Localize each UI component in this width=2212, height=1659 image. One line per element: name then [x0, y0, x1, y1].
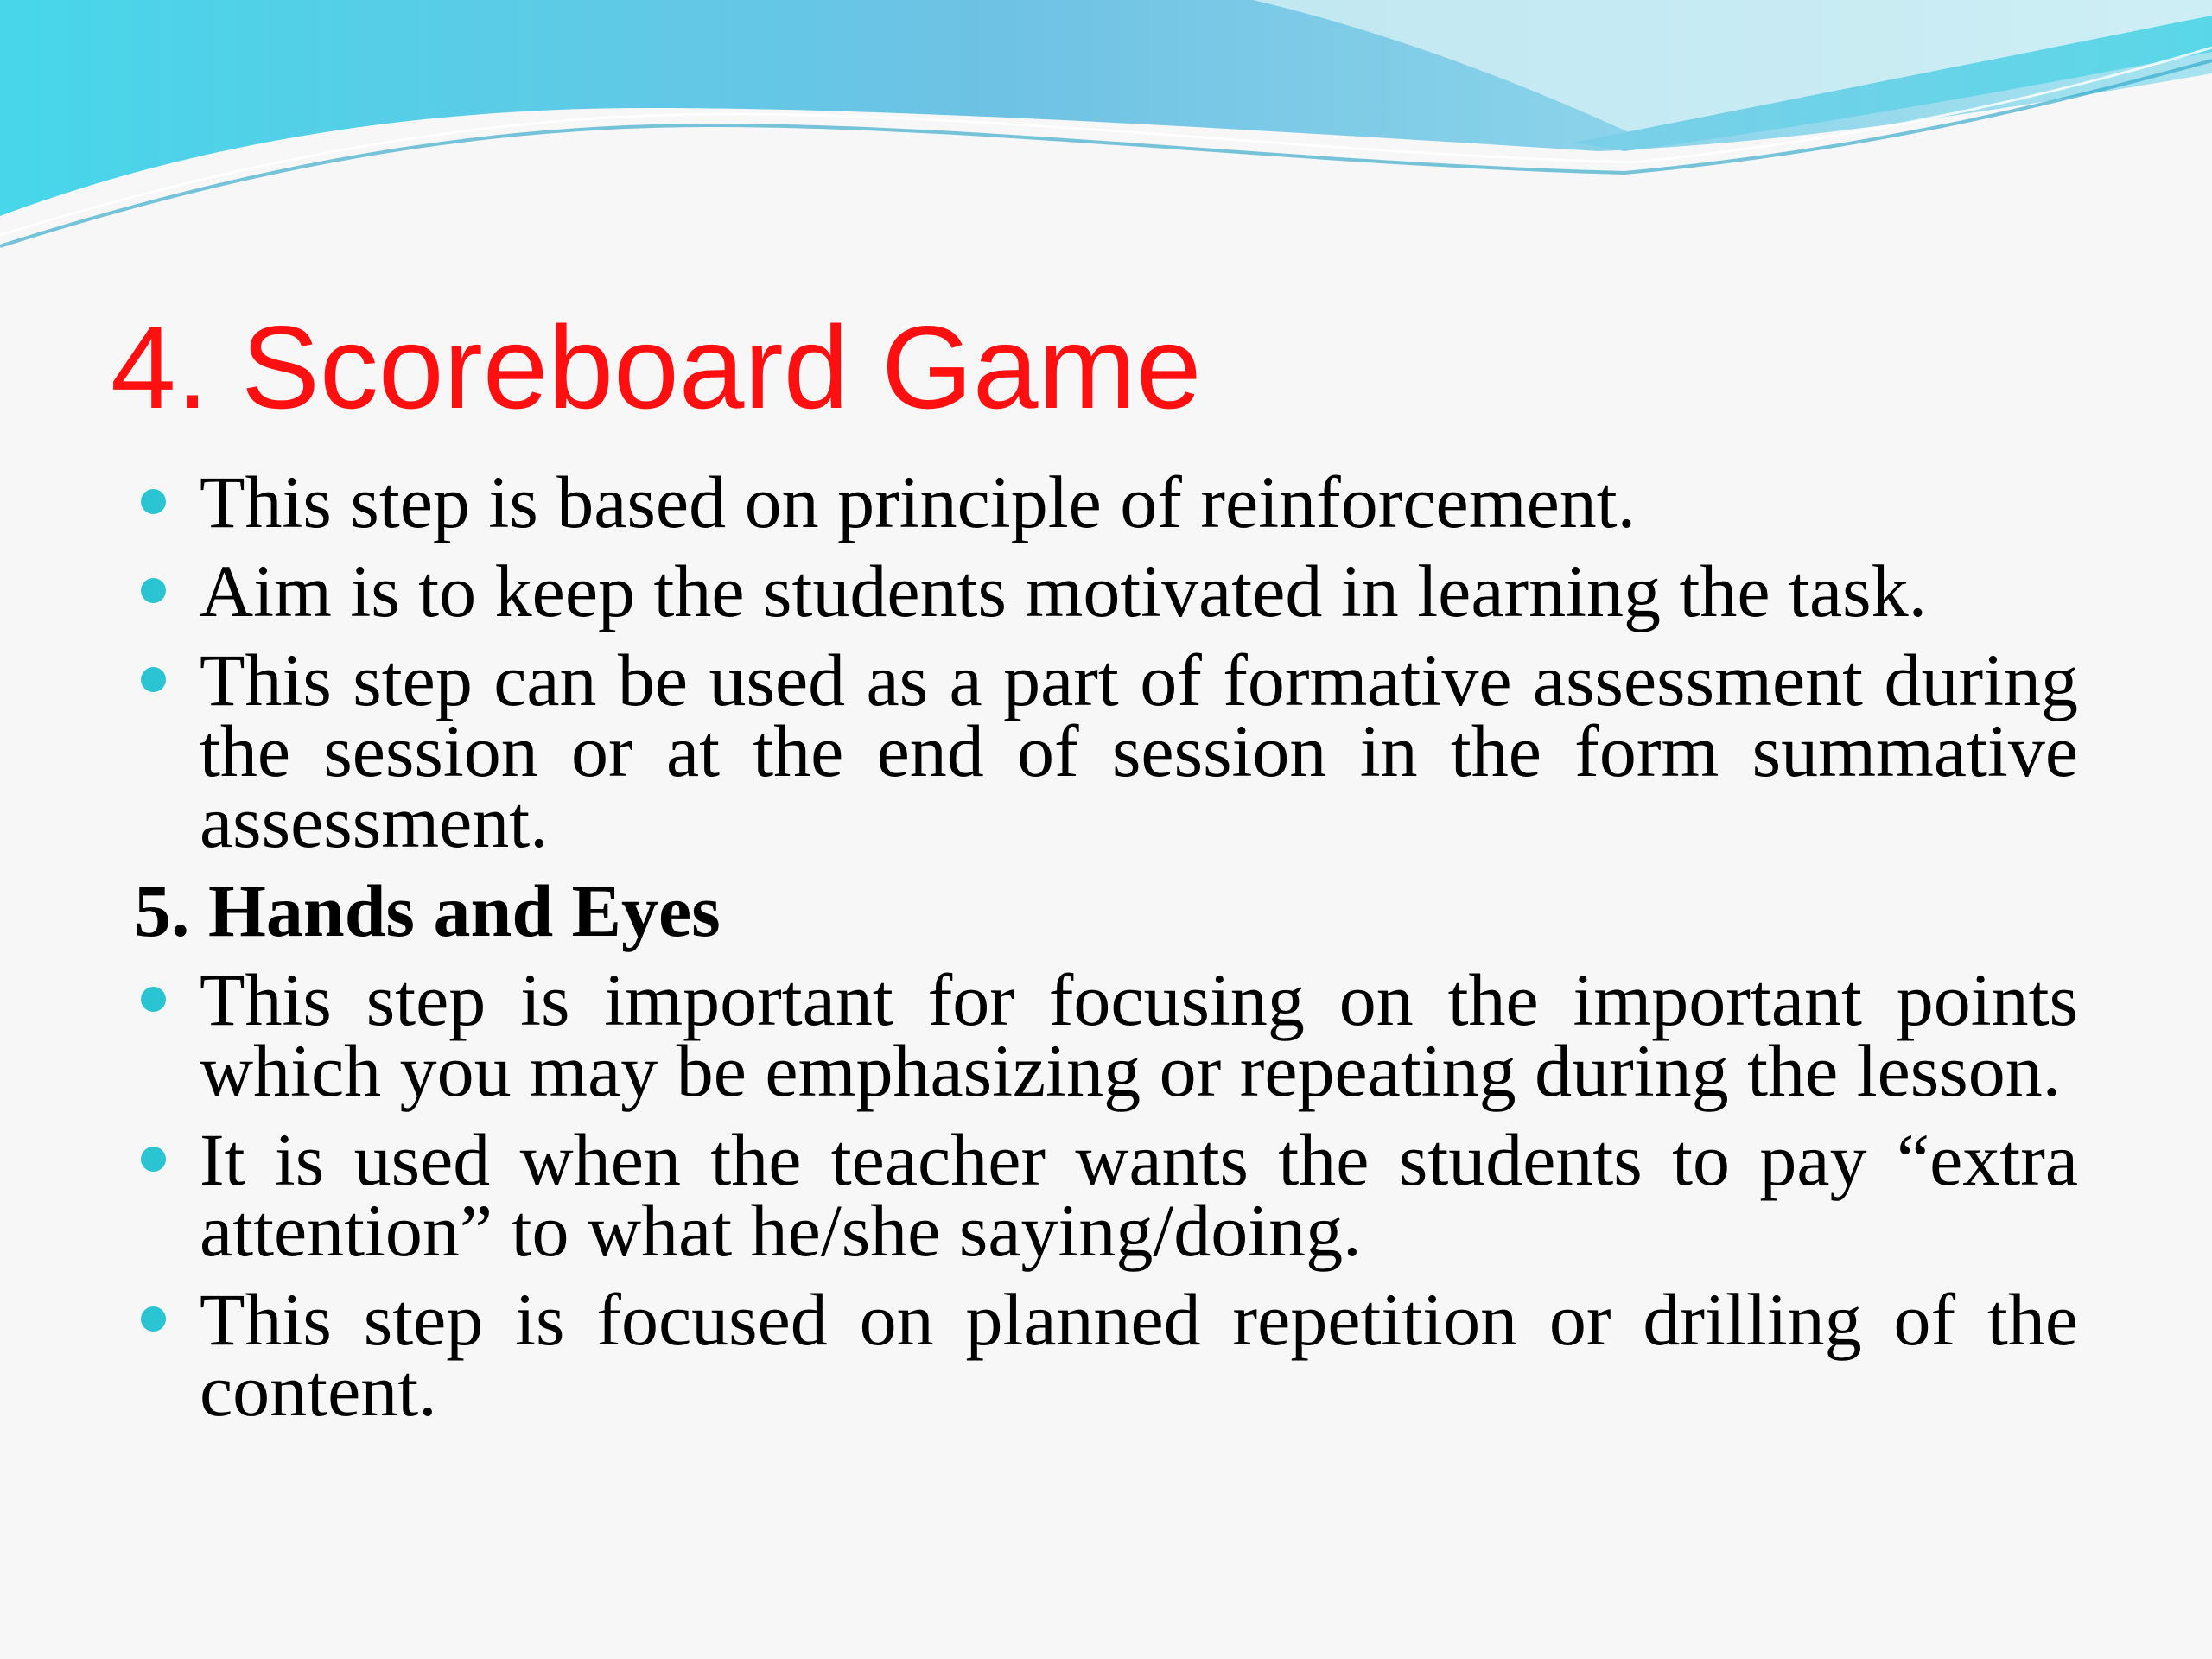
- bullet-dot-icon: [141, 1306, 166, 1332]
- bullet-item: [134, 1278, 2078, 1432]
- bullet-dot-icon: [141, 1147, 166, 1172]
- bullet-item: [134, 958, 2078, 1112]
- bullet-item: [134, 639, 2078, 863]
- bullet-dot-icon: [141, 667, 166, 692]
- bullet-dot-icon: [141, 578, 166, 603]
- bullet-dot-icon: [141, 987, 166, 1012]
- wave-header-decoration: [0, 0, 2212, 259]
- bullet-item: [134, 1118, 2078, 1272]
- bullet-item: [134, 550, 2078, 632]
- slide-title: 4. Scoreboard Game: [111, 302, 1202, 433]
- bullet-text: This step is focused on planned repetition or drilling of the content.: [200, 1278, 2078, 1432]
- section-subheading: 5. Hands and Eyes: [134, 869, 721, 952]
- bullet-item: [134, 461, 2078, 543]
- bullet-text: This step is based on principle of reinforcement.: [200, 461, 1637, 543]
- bullet-text: This step is important for focusing on the important points which you may be emphasizing or repeating during the lesson.: [200, 958, 2078, 1112]
- bullet-text: This step can be used as a part of formative assessment during the session or at the end of session in the form summative assessment.: [200, 639, 2078, 863]
- bullet-dot-icon: [141, 489, 166, 514]
- bullet-text: It is used when the teacher wants the students to pay “extra attention” to what he/she saying/doing.: [200, 1118, 2078, 1272]
- bullet-text: Aim is to keep the students motivated in learning the task.: [200, 550, 1928, 632]
- slide-content: [134, 461, 2078, 1444]
